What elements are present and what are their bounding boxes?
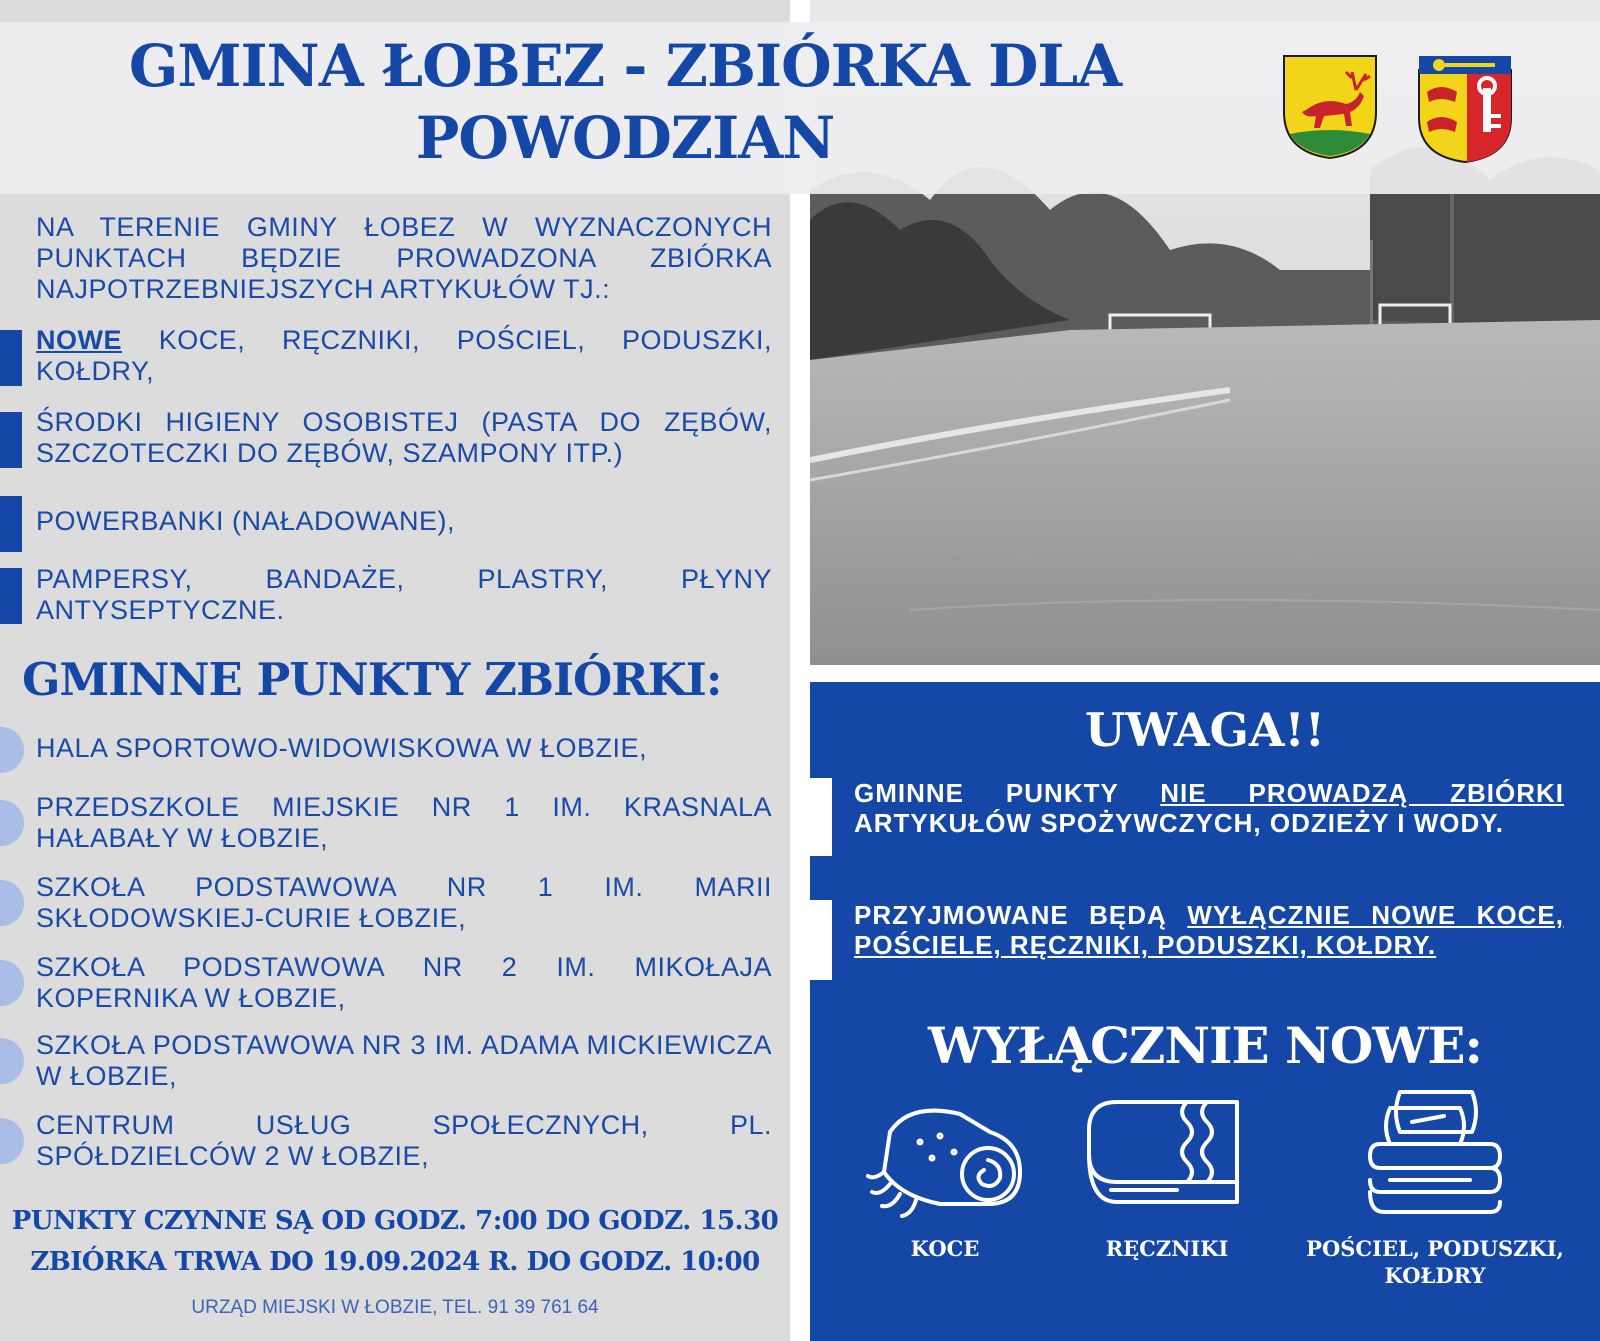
collection-point: CENTRUM USŁUG SPOŁECZNYCH, PL. SPÓŁDZIELCÓW 2 W ŁOBZIE, <box>36 1110 772 1171</box>
needed-item-text: POWERBANKI (NAŁADOWANE), <box>36 506 456 536</box>
needed-item <box>36 506 772 537</box>
pillow-stack-icon <box>1360 1082 1510 1222</box>
item-label: RĘCZNIKI <box>1105 1236 1229 1261</box>
folded-towel-icon <box>1077 1082 1257 1222</box>
bullet-square-icon <box>0 568 22 624</box>
collection-point: PRZEDSZKOLE MIEJSKIE NR 1 IM. KRASNALA HAŁABAŁY W ŁOBZIE, <box>36 792 772 853</box>
opening-hours: PUNKTY CZYNNE SĄ OD GODZ. 7:00 DO GODZ. 15.30 <box>11 1206 779 1236</box>
notice-title: UWAGA!! <box>1085 703 1325 757</box>
bullet-square-icon <box>0 496 22 552</box>
notice-panel <box>810 682 1600 1341</box>
needed-item-text: KOCE, RĘCZNIKI, POŚCIEL, PODUSZKI, KOŁDRY, <box>36 325 772 386</box>
notice-text: ARTYKUŁÓW SPOŻYWCZYCH, ODZIEŻY I WODY. <box>854 808 1504 838</box>
lobez-deer-crest-icon <box>1280 52 1380 162</box>
collection-point: HALA SPORTOWO-WIDOWISKOWA W ŁOBZIE, <box>36 733 648 763</box>
bullet-square-icon <box>0 412 22 468</box>
item-towels <box>1072 1082 1262 1262</box>
needed-item-text: PAMPERSY, BANDAŻE, PLASTRY, PŁYNY ANTYSEPTYCZNE. <box>36 564 772 625</box>
page-title: GMINA ŁOBEZ - ZBIÓRKA DLA POWODZIAN <box>128 32 1122 172</box>
item-blankets <box>850 1092 1040 1262</box>
notice-underlined: NIE PROWADZĄ ZBIÓRKI <box>1160 778 1564 808</box>
needed-item-text: ŚRODKI HIGIENY OSOBISTEJ (PASTA DO ZĘBÓW, SZCZOTECZKI DO ZĘBÓW, SZAMPONY ITP.) <box>36 407 772 468</box>
item-label: POŚCIEL, PODUSZKI, KOŁDRY <box>1306 1236 1564 1288</box>
notice-bar-icon <box>810 900 832 980</box>
notice-text: GMINNE PUNKTY <box>854 778 1161 808</box>
notice-paragraph <box>854 900 1564 960</box>
collection-point: SZKOŁA PODSTAWOWA NR 1 IM. MARII SKŁODOWSKIEJ-CURIE ŁOBZIE, <box>36 872 772 933</box>
needed-item <box>36 407 772 469</box>
contact-info: URZĄD MIEJSKI W ŁOBZIE, TEL. 91 39 761 64 <box>191 1297 599 1318</box>
notice-underlined: WYŁĄCZNIE NOWE KOCE, POŚCIELE, RĘCZNIKI, PODUSZKI, KOŁDRY. <box>854 900 1564 960</box>
bullet-square-icon <box>0 330 22 386</box>
collection-deadline: ZBIÓRKA TRWA DO 19.09.2024 R. DO GODZ. 10:00 <box>30 1247 760 1277</box>
item-label: KOCE <box>910 1236 980 1261</box>
county-crest-icon <box>1415 52 1515 164</box>
collection-point: SZKOŁA PODSTAWOWA NR 3 IM. ADAMA MICKIEWICZA W ŁOBZIE, <box>36 1030 772 1091</box>
item-bedding <box>1290 1082 1580 1289</box>
collection-points-heading: GMINNE PUNKTY ZBIÓRKI: <box>22 653 722 706</box>
blanket-roll-icon <box>860 1092 1030 1222</box>
notice-text: PRZYJMOWANE BĘDĄ <box>854 900 1188 930</box>
needed-item <box>36 564 772 626</box>
collection-point: SZKOŁA PODSTAWOWA NR 2 IM. MIKOŁAJA KOPERNIKA W ŁOBZIE, <box>36 952 772 1013</box>
only-new-heading: WYŁĄCZNIE NOWE: <box>927 1016 1483 1075</box>
needed-item <box>36 325 772 387</box>
notice-paragraph <box>854 778 1564 838</box>
intro-text: NA TERENIE GMINY ŁOBEZ W WYZNACZONYCH PUNKTACH BĘDZIE PROWADZONA ZBIÓRKA NAJPOTRZEBNIEJSZYCH ARTYKUŁÓW TJ.: <box>36 212 772 304</box>
needed-item-highlight: NOWE <box>36 325 122 355</box>
notice-bar-icon <box>810 778 832 856</box>
